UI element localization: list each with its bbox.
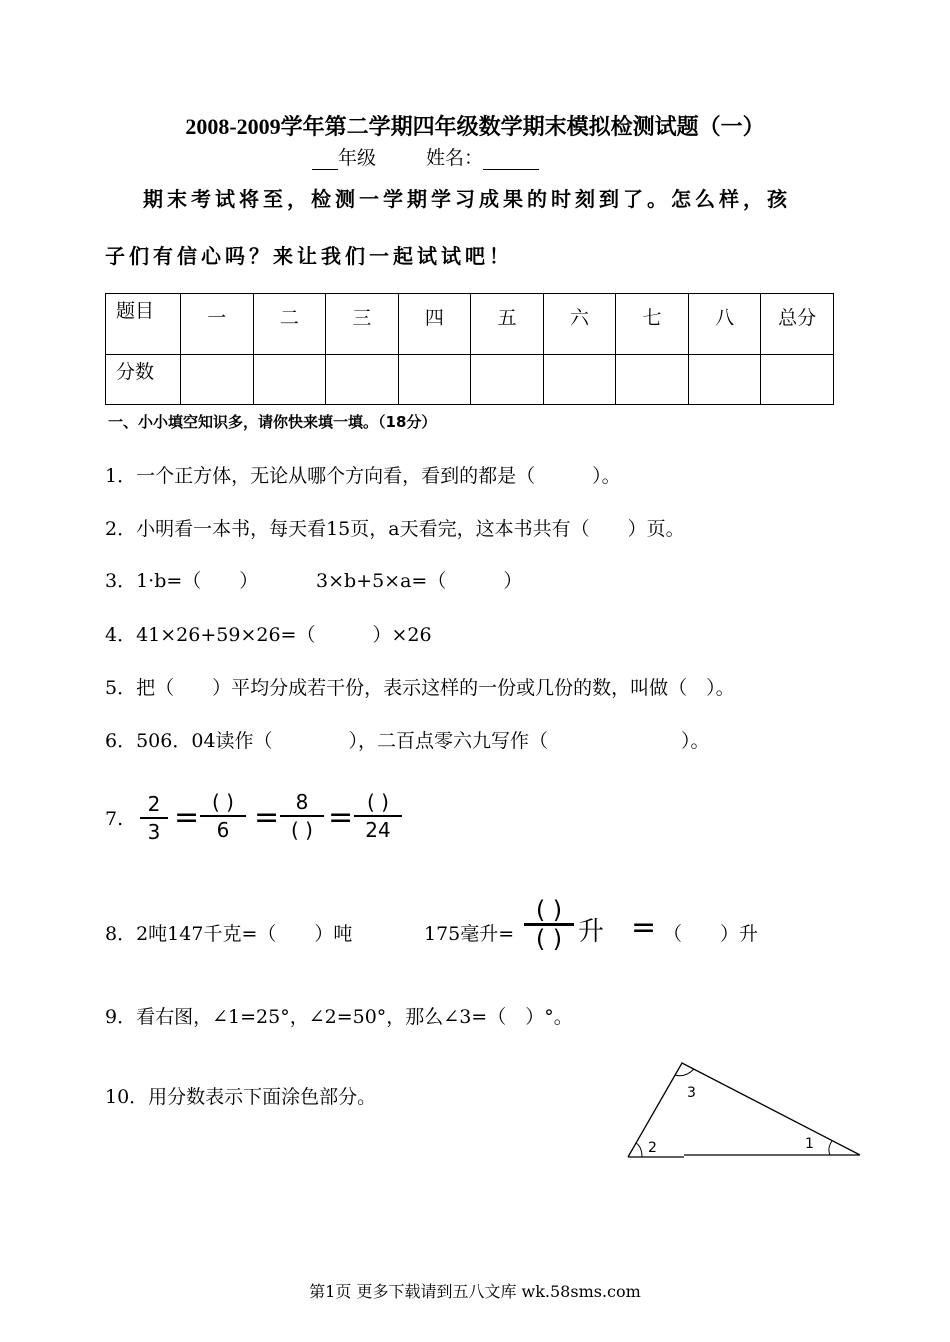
fraction-bar	[354, 815, 402, 817]
grade-blank[interactable]	[312, 151, 338, 170]
score-cell[interactable]	[471, 355, 544, 405]
q7-frac3-num: 8	[295, 790, 309, 814]
question-5: 5．把（ ）平均分成若干份，表示这样的一份或几份的数，叫做（ ）。	[105, 677, 735, 699]
score-cell[interactable]	[616, 355, 689, 405]
q8-fraction	[524, 896, 574, 953]
question-3a: 3．1·b=（ ）	[105, 570, 259, 592]
row-head-items: 题目	[106, 294, 181, 355]
q7-frac3-den[interactable]: ( )	[291, 818, 313, 842]
q7-equals-3: =	[328, 800, 354, 835]
question-8a: 8．2吨147千克=（ ）吨	[105, 923, 353, 945]
fraction-bar	[140, 817, 168, 819]
name-blank[interactable]	[483, 151, 539, 170]
angle-label-1: 1	[805, 1136, 814, 1152]
q7-frac1-den: 3	[147, 820, 161, 844]
angle-2-arc	[636, 1143, 642, 1157]
q7-frac1-num: 2	[147, 792, 161, 816]
student-info	[312, 143, 539, 170]
q7-equals-2: =	[254, 800, 280, 835]
col-8: 八	[688, 294, 761, 355]
row-head-score: 分数	[106, 355, 181, 405]
q8-frac-den[interactable]: ( )	[535, 925, 563, 953]
score-table-header-row	[106, 294, 834, 355]
question-8b: 175毫升=	[424, 923, 515, 945]
col-1: 一	[181, 294, 254, 355]
page-footer: 第1页 更多下载请到五八文库 wk.58sms.com	[309, 1282, 641, 1301]
question-2: 2．小明看一本书，每天看15页，a天看完，这本书共有（ ）页。	[105, 518, 685, 540]
q7-equals-1: =	[174, 800, 200, 835]
score-cell[interactable]	[761, 355, 834, 405]
q7-fraction-1	[140, 793, 168, 843]
angle-label-3: 3	[687, 1085, 696, 1101]
col-5: 五	[471, 294, 544, 355]
q7-frac2-num[interactable]: ( )	[212, 790, 234, 814]
score-cell[interactable]	[181, 355, 254, 405]
fraction-bar	[280, 815, 324, 817]
question-9: 9．看右图，∠1=25°，∠2=50°，那么∠3=（ ）°。	[105, 1006, 573, 1028]
q7-frac2-den: 6	[216, 818, 230, 842]
col-7: 七	[616, 294, 689, 355]
col-4: 四	[398, 294, 471, 355]
page-title: 2008-2009学年第二学期四年级数学期末模拟检测试题（一）	[185, 114, 765, 139]
col-6: 六	[543, 294, 616, 355]
question-4: 4．41×26+59×26=（ ）×26	[105, 624, 432, 646]
question-10: 10．用分数表示下面涂色部分。	[105, 1086, 377, 1108]
col-total: 总分	[761, 294, 834, 355]
q7-frac4-num[interactable]: ( )	[367, 790, 389, 814]
q8-unit-liter: 升	[578, 917, 605, 947]
col-2: 二	[253, 294, 326, 355]
question-1: 1．一个正方体，无论从哪个方向看，看到的都是（ ）。	[105, 465, 621, 487]
triangle-sides	[628, 1063, 860, 1157]
grade-label: 年级	[338, 147, 377, 169]
question-6: 6．506．04读作（ ），二百点零六九写作（ ）。	[105, 730, 710, 752]
score-table	[105, 293, 834, 405]
score-cell[interactable]	[326, 355, 399, 405]
score-cell[interactable]	[688, 355, 761, 405]
question-7-label: 7.	[105, 808, 124, 830]
triangle-figure	[618, 1055, 868, 1165]
score-cell[interactable]	[543, 355, 616, 405]
angle-1-arc	[829, 1141, 832, 1155]
q7-frac4-den: 24	[365, 818, 391, 842]
q8-frac-num[interactable]: ( )	[535, 896, 563, 924]
fraction-bar	[200, 815, 246, 817]
name-label: 姓名：	[426, 147, 484, 169]
question-3b: 3×b+5×a=（ ）	[316, 570, 523, 592]
q7-fraction-3	[280, 791, 324, 841]
intro-line-2: 子们有信心吗？来让我们一起试试吧！	[105, 244, 513, 268]
q8-equals: =	[631, 910, 657, 945]
intro-line-1: 期末考试将至，检测一学期学习成果的时刻到了。怎么样，孩	[143, 187, 791, 211]
score-table-score-row	[106, 355, 834, 405]
angle-label-2: 2	[648, 1140, 657, 1156]
score-cell[interactable]	[398, 355, 471, 405]
question-8e: （ ）升	[663, 923, 759, 945]
q7-fraction-2	[200, 791, 246, 841]
section-1-heading: 一、小小填空知识多，请你快来填一填。（18分）	[108, 413, 437, 431]
q7-fraction-4	[354, 791, 402, 841]
score-cell[interactable]	[253, 355, 326, 405]
col-3: 三	[326, 294, 399, 355]
